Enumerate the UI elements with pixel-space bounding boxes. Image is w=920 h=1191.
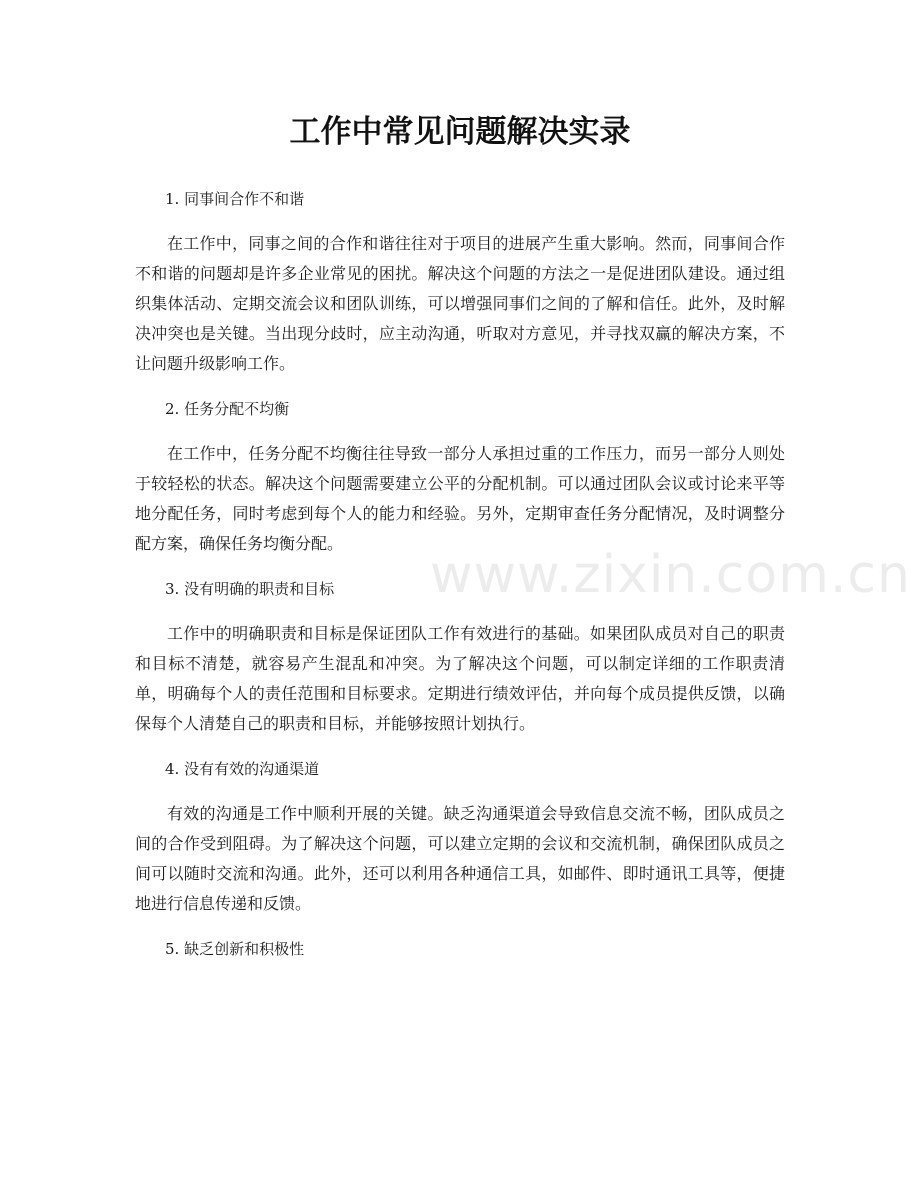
document-body — [135, 184, 785, 979]
section-paragraph-1: 在工作中，同事之间的合作和谐往往对于项目的进展产生重大影响。然而，同事间合作不和谐的问题却是许多企业常见的困扰。解决这个问题的方法之一是促进团队建设。通过组织集体活动、定期交流会议和团队训练，可以增强同事们之间的了解和信任。此外，及时解决冲突也是关键。当出现分歧时，应主动沟通，听取对方意见，并寻找双赢的解决方案，不让问题升级影响工作。 — [135, 234, 785, 373]
section-heading-2: 2. 任务分配不均衡 — [165, 400, 290, 418]
section-paragraph-3: 工作中的明确职责和目标是保证团队工作有效进行的基础。如果团队成员对自己的职责和目标不清楚，就容易产生混乱和冲突。为了解决这个问题，可以制定详细的工作职责清单，明确每个人的责任范围和目标要求。定期进行绩效评估，并向每个成员提供反馈，以确保每个人清楚自己的职责和目标，并能够按照计划执行。 — [135, 624, 785, 733]
section-heading-1: 1. 同事间合作不和谐 — [165, 190, 305, 208]
section-paragraph-2: 在工作中，任务分配不均衡往往导致一部分人承担过重的工作压力，而另一部分人则处于较轻松的状态。解决这个问题需要建立公平的分配机制。可以通过团队会议或讨论来平等地分配任务，同时考虑到每个人的能力和经验。另外，定期审查任务分配情况，及时调整分配方案，确保任务均衡分配。 — [135, 444, 785, 553]
watermark-text: www.zixin.com.cn — [430, 545, 911, 605]
section-heading-3: 3. 没有明确的职责和目标 — [165, 580, 335, 598]
section-heading-5: 5. 缺乏创新和积极性 — [165, 940, 305, 958]
section-paragraph-4: 有效的沟通是工作中顺利开展的关键。缺乏沟通渠道会导致信息交流不畅，团队成员之间的合作受到阻碍。为了解决这个问题，可以建立定期的会议和交流机制，确保团队成员之间可以随时交流和沟通。此外，还可以利用各种通信工具，如邮件、即时通讯工具等，便捷地进行信息传递和反馈。 — [135, 804, 785, 913]
document-title: 工作中常见问题解决实录 — [289, 114, 631, 150]
section-heading-4: 4. 没有有效的沟通渠道 — [165, 760, 320, 778]
